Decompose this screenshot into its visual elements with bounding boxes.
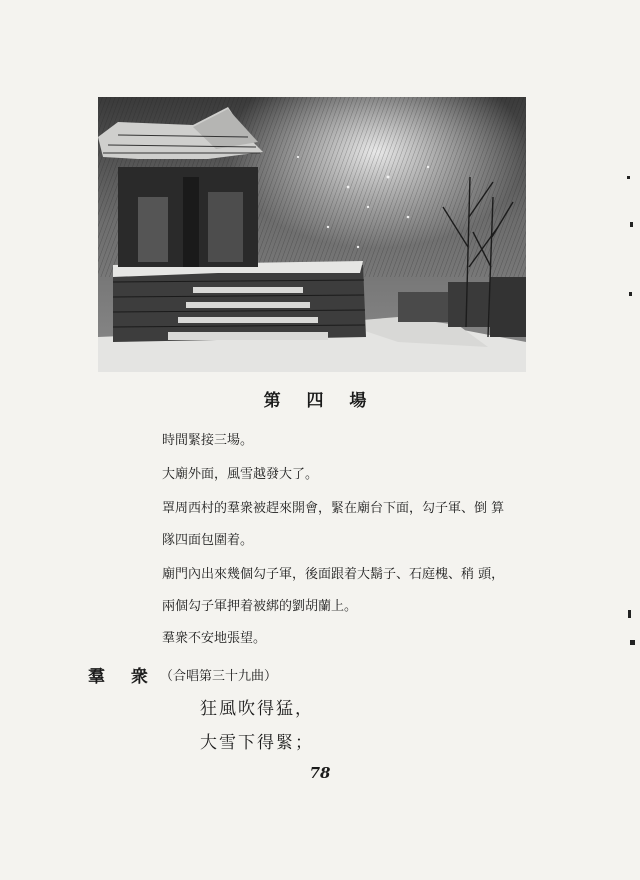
stage-direction: 廟門內出來幾個勾子軍，後面跟着大鬍子、石庭槐、稍 頭， (162, 567, 505, 582)
scene-title: 第 四 場 (263, 391, 377, 411)
stage-direction: 時間緊接三場。 (162, 433, 254, 448)
stage-direction: 兩個勾子軍押着被綁的劉胡蘭上。 (162, 599, 358, 614)
scan-speck (630, 222, 633, 227)
scan-speck (628, 610, 631, 618)
page-number: 78 (309, 764, 331, 782)
lyric-line: 狂風吹得猛， (200, 699, 314, 719)
woodcut-illustration (98, 97, 526, 372)
lyric-line: 大雪下得緊； (200, 733, 314, 753)
scan-speck (627, 176, 630, 179)
speaker-name: 羣 衆 (88, 667, 158, 687)
stage-direction: 罩周西村的羣衆被趕來開會，緊在廟台下面，勾子軍、倒 算 (162, 501, 505, 516)
scan-speck (629, 292, 632, 296)
stage-direction: 大廟外面，風雪越發大了。 (162, 467, 319, 482)
temple-snow-scene (98, 97, 526, 372)
stage-direction: 隊四面包圍着。 (162, 533, 254, 548)
song-note: （合唱第三十九曲） (160, 669, 278, 684)
scan-speck (630, 640, 635, 645)
stage-direction: 羣衆不安地張望。 (162, 631, 267, 646)
